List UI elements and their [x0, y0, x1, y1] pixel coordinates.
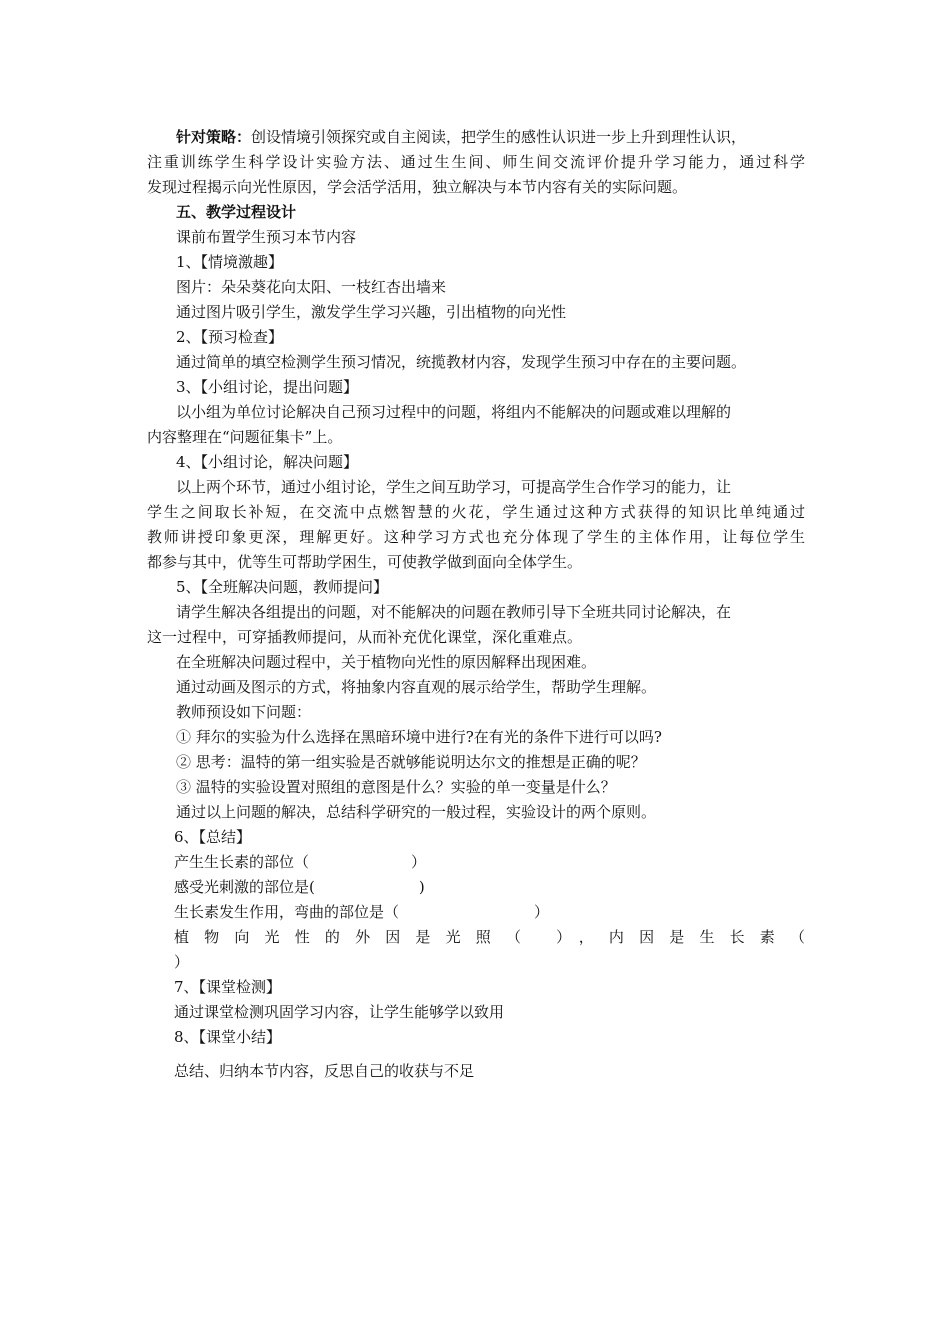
fill-line-4-end: ） [174, 953, 190, 971]
fill-1-suffix: ） [411, 853, 427, 871]
fill-3-prefix: 生长素发生作用，弯曲的部位是（ [174, 903, 400, 921]
step4-line-2: 学生之间取长补短，在交流中点燃智慧的火花，学生通过这种方式获得的知识比单纯通过 [147, 503, 805, 521]
step8-title: 8、【课堂小结】 [174, 1028, 282, 1046]
fill-line-4: 植物向光性的外因是光照（ ），内因是生长素（ [174, 928, 805, 946]
fill-line-1 [174, 852, 426, 872]
strategy-text-1: 创设情境引领探究或自主阅读，把学生的感性认识进一步上升到理性认识， [251, 128, 747, 146]
step2-line-1: 通过简单的填空检测学生预习情况，统揽教材内容，发现学生预习中存在的主要问题。 [176, 353, 747, 371]
step7-title: 7、【课堂检测】 [174, 978, 282, 996]
step5-line-2: 这一过程中，可穿插教师提问，从而补充优化课堂，深化重难点。 [147, 628, 583, 646]
step4-line-1: 以上两个环节，通过小组讨论，学生之间互助学习，可提高学生合作学习的能力，让 [176, 478, 732, 496]
step1-title: 1、【情境激趣】 [176, 253, 284, 271]
step5-line-4: 通过动画及图示的方式，将抽象内容直观的展示给学生，帮助学生理解。 [176, 678, 657, 696]
fill-1-prefix: 产生生长素的部位（ [174, 853, 310, 871]
fill-3-suffix: ） [534, 903, 550, 921]
step4-line-3: 教师讲授印象更深，理解更好。这种学习方式也充分体现了学生的主体作用，让每位学生 [147, 528, 805, 546]
section-title: 五、教学过程设计 [176, 203, 297, 221]
step3-line-1: 以小组为单位讨论解决自己预习过程中的问题，将组内不能解决的问题或难以理解的 [176, 403, 732, 421]
question-2: ② 思考：温特的第一组实验是否就够能说明达尔文的推想是正确的呢？ [176, 753, 646, 771]
step1-line-2: 通过图片吸引学生，激发学生学习兴趣，引出植物的向光性 [176, 303, 567, 321]
step4-title: 4、【小组讨论，解决问题】 [176, 453, 359, 471]
step4-line-4: 都参与其中，优等生可帮助学困生，可使教学做到面向全体学生。 [147, 553, 583, 571]
step5-line-1: 请学生解决各组提出的问题，对不能解决的问题在教师引导下全班共同讨论解决，在 [176, 603, 732, 621]
fill-2-suffix: ) [418, 878, 425, 896]
strategy-line-1 [176, 127, 746, 147]
strategy-line-3: 发现过程揭示向光性原因，学会活学活用，独立解决与本节内容有关的实际问题。 [147, 178, 688, 196]
question-3: ③ 温特的实验设置对照组的意图是什么？实验的单一变量是什么？ [176, 778, 616, 796]
step1-line-1: 图片：朵朵葵花向太阳、一枝红杏出墙来 [176, 278, 447, 296]
step7-line-1: 通过课堂检测巩固学习内容，让学生能够学以致用 [174, 1003, 505, 1021]
step5-title: 5、【全班解决问题，教师提问】 [176, 578, 389, 596]
step5-line-3: 在全班解决问题过程中，关于植物向光性的原因解释出现困难。 [176, 653, 597, 671]
question-1: ① 拜尔的实验为什么选择在黑暗环境中进行?在有光的条件下进行可以吗? [176, 728, 662, 746]
step6-title: 6、【总结】 [174, 828, 252, 846]
section-intro: 课前布置学生预习本节内容 [176, 228, 357, 246]
strategy-label: 针对策略： [176, 128, 252, 146]
step5-line-5: 教师预设如下问题： [176, 703, 312, 721]
strategy-line-2: 注重训练学生科学设计实验方法、通过生生间、师生间交流评价提升学习能力，通过科学 [147, 153, 805, 171]
step8-line-1: 总结、归纳本节内容，反思自己的收获与不足 [174, 1062, 475, 1080]
fill-line-2 [174, 877, 425, 897]
step5-line-6: 通过以上问题的解决，总结科学研究的一般过程，实验设计的两个原则。 [176, 803, 657, 821]
step2-title: 2、【预习检查】 [176, 328, 284, 346]
fill-2-prefix: 感受光刺激的部位是( [174, 878, 315, 896]
fill-line-3 [174, 902, 549, 922]
step3-line-2: 内容整理在“问题征集卡”上。 [147, 428, 343, 446]
step3-title: 3、【小组讨论，提出问题】 [176, 378, 359, 396]
